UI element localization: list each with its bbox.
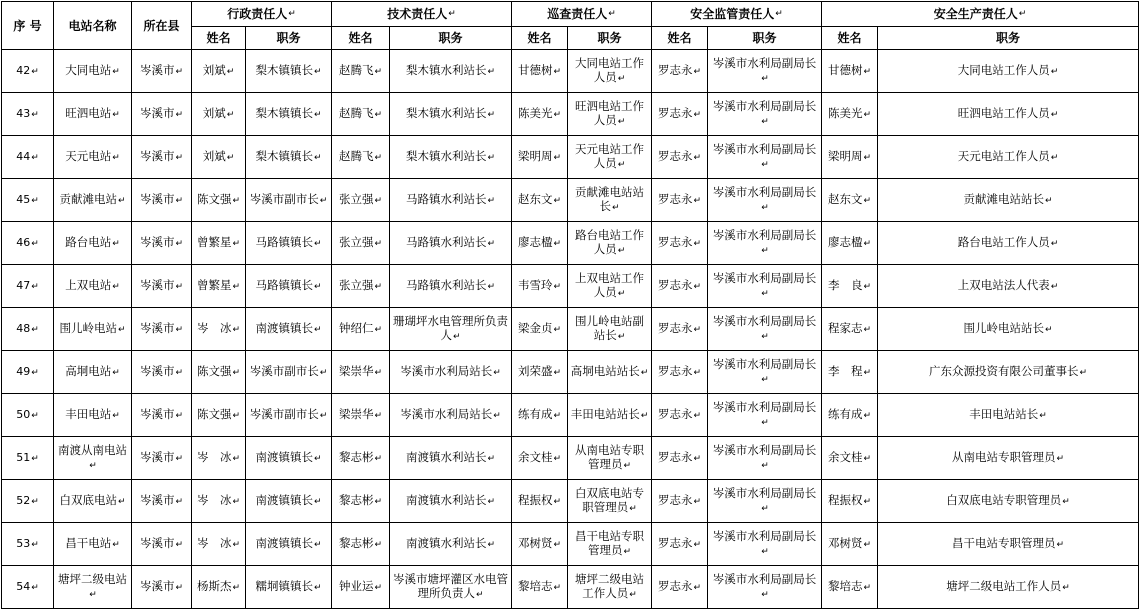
- tech-name-cell: 黎志彬↵: [332, 480, 390, 523]
- prod-name-cell: 甘德树↵: [822, 50, 878, 93]
- table-body: [2, 50, 1139, 609]
- seq-cell: 42↵: [2, 50, 54, 93]
- prod-position-cell: 路台电站工作人员↵: [878, 222, 1139, 265]
- patrol-name-cell: 赵东文↵: [512, 179, 568, 222]
- sup-name-cell: 罗志永↵: [652, 179, 708, 222]
- patrol-name-cell: 韦雪玲↵: [512, 265, 568, 308]
- admin-name-cell: 陈文强↵: [192, 351, 246, 394]
- county-cell: 岑溪市↵: [132, 265, 192, 308]
- patrol-position-cell: 丰田电站站长↵: [568, 394, 652, 437]
- prod-position-cell: 广东众源投资有限公司董事长↵: [878, 351, 1139, 394]
- sup-name-cell: 罗志永↵: [652, 50, 708, 93]
- patrol-name-cell: 邓树贤↵: [512, 523, 568, 566]
- admin-name-cell: 岑 冰↵: [192, 308, 246, 351]
- prod-name-cell: 邓树贤↵: [822, 523, 878, 566]
- header-tech-name: 姓名: [332, 27, 390, 50]
- header-sup-name: 姓名: [652, 27, 708, 50]
- admin-position-cell: 南渡镇镇长↵: [246, 308, 332, 351]
- station-name-cell: 上双电站↵: [54, 265, 132, 308]
- seq-cell: 50↵: [2, 394, 54, 437]
- tech-name-cell: 张立强↵: [332, 179, 390, 222]
- table-row: [2, 523, 1139, 566]
- header-station-name: 电站名称: [54, 2, 132, 50]
- sup-name-cell: 罗志永↵: [652, 351, 708, 394]
- tech-position-cell: 马路镇水利站长↵: [390, 265, 512, 308]
- header-admin-position: 职务: [246, 27, 332, 50]
- table-row: [2, 566, 1139, 609]
- station-name-cell: 路台电站↵: [54, 222, 132, 265]
- patrol-position-cell: 路台电站工作人员↵: [568, 222, 652, 265]
- seq-cell: 43↵: [2, 93, 54, 136]
- station-responsibility-table: [1, 1, 1139, 609]
- sup-position-cell: 岑溪市水利局副局长↵: [708, 437, 822, 480]
- tech-name-cell: 钟绍仁↵: [332, 308, 390, 351]
- seq-cell: 54↵: [2, 566, 54, 609]
- patrol-position-cell: 从南电站专职管理员↵: [568, 437, 652, 480]
- table-row: [2, 351, 1139, 394]
- county-cell: 岑溪市↵: [132, 566, 192, 609]
- station-name-cell: 大同电站↵: [54, 50, 132, 93]
- sup-name-cell: 罗志永↵: [652, 136, 708, 179]
- station-name-cell: 旺泗电站↵: [54, 93, 132, 136]
- county-cell: 岑溪市↵: [132, 93, 192, 136]
- patrol-position-cell: 高垌电站站长↵: [568, 351, 652, 394]
- sup-name-cell: 罗志永↵: [652, 265, 708, 308]
- patrol-name-cell: 刘荣盛↵: [512, 351, 568, 394]
- tech-position-cell: 岑溪市塘坪灌区水电管理所负责人↵: [390, 566, 512, 609]
- tech-position-cell: 岑溪市水利局站长↵: [390, 351, 512, 394]
- patrol-position-cell: 塘坪二级电站工作人员↵: [568, 566, 652, 609]
- patrol-name-cell: 陈美光↵: [512, 93, 568, 136]
- sup-position-cell: 岑溪市水利局副局长↵: [708, 222, 822, 265]
- header-prod-position: 职务: [878, 27, 1139, 50]
- table-row: [2, 50, 1139, 93]
- admin-name-cell: 刘斌↵: [192, 136, 246, 179]
- header-tech-position: 职务: [390, 27, 512, 50]
- prod-position-cell: 塘坪二级电站工作人员↵: [878, 566, 1139, 609]
- prod-position-cell: 大同电站工作人员↵: [878, 50, 1139, 93]
- prod-position-cell: 白双底电站专职管理员↵: [878, 480, 1139, 523]
- admin-position-cell: 梨木镇镇长↵: [246, 50, 332, 93]
- admin-name-cell: 曾繁星↵: [192, 222, 246, 265]
- sup-name-cell: 罗志永↵: [652, 394, 708, 437]
- sup-name-cell: 罗志永↵: [652, 437, 708, 480]
- patrol-position-cell: 大同电站工作人员↵: [568, 50, 652, 93]
- admin-name-cell: 陈文强↵: [192, 394, 246, 437]
- table-row: [2, 136, 1139, 179]
- admin-position-cell: 南渡镇镇长↵: [246, 523, 332, 566]
- header-admin: 行政责任人↵: [192, 2, 332, 27]
- patrol-position-cell: 天元电站工作人员↵: [568, 136, 652, 179]
- sup-position-cell: 岑溪市水利局副局长↵: [708, 93, 822, 136]
- header-prod-name: 姓名: [822, 27, 878, 50]
- patrol-position-cell: 旺泗电站工作人员↵: [568, 93, 652, 136]
- sup-position-cell: 岑溪市水利局副局长↵: [708, 394, 822, 437]
- county-cell: 岑溪市↵: [132, 394, 192, 437]
- station-name-cell: 塘坪二级电站↵: [54, 566, 132, 609]
- tech-name-cell: 赵腾飞↵: [332, 136, 390, 179]
- admin-position-cell: 梨木镇镇长↵: [246, 93, 332, 136]
- patrol-position-cell: 上双电站工作人员↵: [568, 265, 652, 308]
- table-row: [2, 222, 1139, 265]
- table-row: [2, 179, 1139, 222]
- seq-cell: 52↵: [2, 480, 54, 523]
- patrol-name-cell: 甘德树↵: [512, 50, 568, 93]
- table-row: [2, 480, 1139, 523]
- admin-position-cell: 岑溪市副市长↵: [246, 394, 332, 437]
- sup-position-cell: 岑溪市水利局副局长↵: [708, 351, 822, 394]
- admin-position-cell: 糯垌镇镇长↵: [246, 566, 332, 609]
- tech-position-cell: 梨木镇水利站长↵: [390, 93, 512, 136]
- tech-name-cell: 赵腾飞↵: [332, 50, 390, 93]
- county-cell: 岑溪市↵: [132, 136, 192, 179]
- admin-position-cell: 梨木镇镇长↵: [246, 136, 332, 179]
- sup-name-cell: 罗志永↵: [652, 566, 708, 609]
- county-cell: 岑溪市↵: [132, 437, 192, 480]
- county-cell: 岑溪市↵: [132, 308, 192, 351]
- admin-name-cell: 杨斯杰↵: [192, 566, 246, 609]
- admin-position-cell: 岑溪市副市长↵: [246, 351, 332, 394]
- tech-name-cell: 张立强↵: [332, 222, 390, 265]
- patrol-position-cell: 昌干电站专职管理员↵: [568, 523, 652, 566]
- seq-cell: 53↵: [2, 523, 54, 566]
- tech-position-cell: 马路镇水利站长↵: [390, 179, 512, 222]
- header-safety-production: 安全生产责任人↵: [822, 2, 1139, 27]
- tech-position-cell: 梨木镇水利站长↵: [390, 136, 512, 179]
- sup-name-cell: 罗志永↵: [652, 308, 708, 351]
- header-sup-position: 职务: [708, 27, 822, 50]
- prod-position-cell: 丰田电站站长↵: [878, 394, 1139, 437]
- station-name-cell: 昌干电站↵: [54, 523, 132, 566]
- header-row-main: [2, 2, 1139, 27]
- tech-name-cell: 梁崇华↵: [332, 394, 390, 437]
- admin-position-cell: 南渡镇镇长↵: [246, 480, 332, 523]
- station-name-cell: 高垌电站↵: [54, 351, 132, 394]
- seq-cell: 46↵: [2, 222, 54, 265]
- tech-position-cell: 南渡镇水利站长↵: [390, 480, 512, 523]
- header-safety-supervision: 安全监管责任人↵: [652, 2, 822, 27]
- seq-cell: 44↵: [2, 136, 54, 179]
- county-cell: 岑溪市↵: [132, 523, 192, 566]
- prod-position-cell: 贡献滩电站站长↵: [878, 179, 1139, 222]
- admin-name-cell: 刘斌↵: [192, 50, 246, 93]
- prod-position-cell: 上双电站法人代表↵: [878, 265, 1139, 308]
- county-cell: 岑溪市↵: [132, 351, 192, 394]
- county-cell: 岑溪市↵: [132, 50, 192, 93]
- prod-position-cell: 昌干电站专职管理员↵: [878, 523, 1139, 566]
- header-admin-name: 姓名: [192, 27, 246, 50]
- tech-name-cell: 梁崇华↵: [332, 351, 390, 394]
- prod-name-cell: 程家志↵: [822, 308, 878, 351]
- admin-position-cell: 马路镇镇长↵: [246, 222, 332, 265]
- prod-position-cell: 天元电站工作人员↵: [878, 136, 1139, 179]
- county-cell: 岑溪市↵: [132, 480, 192, 523]
- county-cell: 岑溪市↵: [132, 179, 192, 222]
- seq-cell: 48↵: [2, 308, 54, 351]
- prod-name-cell: 陈美光↵: [822, 93, 878, 136]
- admin-name-cell: 曾繁星↵: [192, 265, 246, 308]
- tech-position-cell: 岑溪市水利局站长↵: [390, 394, 512, 437]
- table-row: [2, 93, 1139, 136]
- tech-name-cell: 钟业运↵: [332, 566, 390, 609]
- patrol-position-cell: 围儿岭电站副站长↵: [568, 308, 652, 351]
- tech-position-cell: 珊瑚坪水电管理所负责人↵: [390, 308, 512, 351]
- seq-cell: 49↵: [2, 351, 54, 394]
- sup-position-cell: 岑溪市水利局副局长↵: [708, 308, 822, 351]
- admin-name-cell: 岑 冰↵: [192, 437, 246, 480]
- table-row: [2, 265, 1139, 308]
- tech-position-cell: 马路镇水利站长↵: [390, 222, 512, 265]
- header-patrol-position: 职务: [568, 27, 652, 50]
- patrol-name-cell: 练有成↵: [512, 394, 568, 437]
- sup-name-cell: 罗志永↵: [652, 222, 708, 265]
- header-patrol-name: 姓名: [512, 27, 568, 50]
- header-county: 所在县: [132, 2, 192, 50]
- prod-position-cell: 从南电站专职管理员↵: [878, 437, 1139, 480]
- tech-name-cell: 黎志彬↵: [332, 523, 390, 566]
- seq-cell: 45↵: [2, 179, 54, 222]
- station-name-cell: 围儿岭电站↵: [54, 308, 132, 351]
- station-name-cell: 贡献滩电站↵: [54, 179, 132, 222]
- patrol-name-cell: 程振权↵: [512, 480, 568, 523]
- prod-position-cell: 围儿岭电站站长↵: [878, 308, 1139, 351]
- sup-name-cell: 罗志永↵: [652, 480, 708, 523]
- tech-name-cell: 赵腾飞↵: [332, 93, 390, 136]
- sup-position-cell: 岑溪市水利局副局长↵: [708, 265, 822, 308]
- prod-name-cell: 赵东文↵: [822, 179, 878, 222]
- table-row: [2, 308, 1139, 351]
- patrol-name-cell: 余文桂↵: [512, 437, 568, 480]
- station-name-cell: 南渡从南电站↵: [54, 437, 132, 480]
- prod-name-cell: 李 良↵: [822, 265, 878, 308]
- sup-name-cell: 罗志永↵: [652, 523, 708, 566]
- patrol-position-cell: 白双底电站专职管理员↵: [568, 480, 652, 523]
- header-seq: 序 号: [2, 2, 54, 50]
- sup-position-cell: 岑溪市水利局副局长↵: [708, 136, 822, 179]
- seq-cell: 51↵: [2, 437, 54, 480]
- admin-name-cell: 陈文强↵: [192, 179, 246, 222]
- prod-name-cell: 程振权↵: [822, 480, 878, 523]
- admin-position-cell: 南渡镇镇长↵: [246, 437, 332, 480]
- station-name-cell: 白双底电站↵: [54, 480, 132, 523]
- seq-cell: 47↵: [2, 265, 54, 308]
- tech-position-cell: 南渡镇水利站长↵: [390, 437, 512, 480]
- patrol-name-cell: 梁金贞↵: [512, 308, 568, 351]
- tech-name-cell: 黎志彬↵: [332, 437, 390, 480]
- prod-name-cell: 练有成↵: [822, 394, 878, 437]
- sup-position-cell: 岑溪市水利局副局长↵: [708, 50, 822, 93]
- sup-position-cell: 岑溪市水利局副局长↵: [708, 566, 822, 609]
- sup-name-cell: 罗志永↵: [652, 93, 708, 136]
- patrol-name-cell: 黎培志↵: [512, 566, 568, 609]
- admin-name-cell: 岑 冰↵: [192, 480, 246, 523]
- prod-name-cell: 廖志楹↵: [822, 222, 878, 265]
- table-row: [2, 437, 1139, 480]
- admin-position-cell: 马路镇镇长↵: [246, 265, 332, 308]
- sup-position-cell: 岑溪市水利局副局长↵: [708, 179, 822, 222]
- admin-name-cell: 岑 冰↵: [192, 523, 246, 566]
- station-name-cell: 天元电站↵: [54, 136, 132, 179]
- admin-name-cell: 刘斌↵: [192, 93, 246, 136]
- sup-position-cell: 岑溪市水利局副局长↵: [708, 523, 822, 566]
- sup-position-cell: 岑溪市水利局副局长↵: [708, 480, 822, 523]
- station-name-cell: 丰田电站↵: [54, 394, 132, 437]
- table-row: [2, 394, 1139, 437]
- header-tech: 技术责任人↵: [332, 2, 512, 27]
- patrol-position-cell: 贡献滩电站站长↵: [568, 179, 652, 222]
- admin-position-cell: 岑溪市副市长↵: [246, 179, 332, 222]
- header-patrol: 巡查责任人↵: [512, 2, 652, 27]
- prod-name-cell: 梁明周↵: [822, 136, 878, 179]
- county-cell: 岑溪市↵: [132, 222, 192, 265]
- tech-position-cell: 梨木镇水利站长↵: [390, 50, 512, 93]
- tech-name-cell: 张立强↵: [332, 265, 390, 308]
- prod-name-cell: 李 程↵: [822, 351, 878, 394]
- patrol-name-cell: 廖志楹↵: [512, 222, 568, 265]
- patrol-name-cell: 梁明周↵: [512, 136, 568, 179]
- prod-name-cell: 余文桂↵: [822, 437, 878, 480]
- tech-position-cell: 南渡镇水利站长↵: [390, 523, 512, 566]
- prod-name-cell: 黎培志↵: [822, 566, 878, 609]
- prod-position-cell: 旺泗电站工作人员↵: [878, 93, 1139, 136]
